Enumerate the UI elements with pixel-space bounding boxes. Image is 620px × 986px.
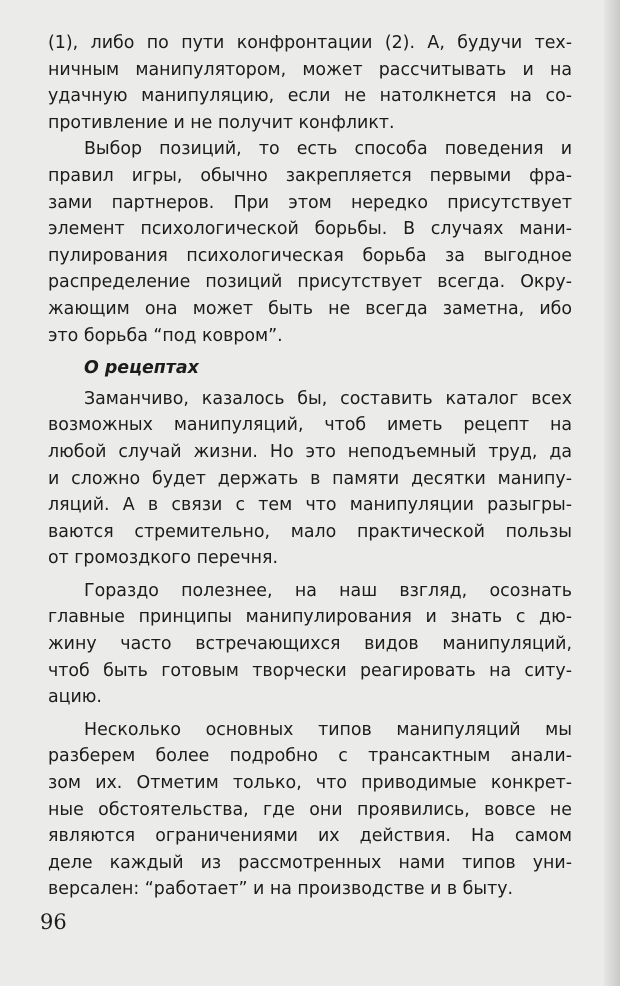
text-line: чтоб быть готовым творчески реагировать на ситу- xyxy=(48,660,572,681)
text-line: Заманчиво, казалось бы, составить каталог всех xyxy=(84,388,572,409)
text-line: ляций. А в связи с тем что манипуляции разыгры- xyxy=(48,495,572,516)
paragraph xyxy=(48,386,572,572)
text-line: Гораздо полезнее, на наш взгляд, осознать xyxy=(84,580,572,601)
page-number: 96 xyxy=(40,910,67,934)
paragraph xyxy=(48,717,572,903)
text-line: элемент психологической борьбы. В случаях мани- xyxy=(48,219,572,240)
text-line: и сложно будет держать в памяти десятки манипу- xyxy=(48,468,572,489)
text-line: деле каждый из рассмотренных нами типов уни- xyxy=(48,852,572,873)
text-line: Выбор позиций, то есть способа поведения и xyxy=(84,139,572,160)
text-line: удачную манипуляцию, если не натолкнется на со- xyxy=(48,86,572,107)
text-line: возможных манипуляций, чтоб иметь рецепт на xyxy=(48,415,572,436)
text-line: ваются стремительно, мало практической пользы xyxy=(48,521,572,542)
text-line: пулирования психологическая борьба за выгодное xyxy=(48,245,572,266)
text-line: Несколько основных типов манипуляций мы xyxy=(84,719,572,740)
text-line: зом их. Отметим только, что приводимые конкрет- xyxy=(48,773,572,794)
paragraph xyxy=(48,136,572,349)
text-line: от громоздкого перечня. xyxy=(48,548,279,569)
text-line: распределение позиций присутствует всегда. Окру- xyxy=(48,272,572,293)
section-heading: О рецептах xyxy=(84,358,199,379)
text-line: правил игры, обычно закрепляется первыми фра- xyxy=(48,165,572,186)
text-line: ацию. xyxy=(48,687,102,708)
text-line: жину часто встречающихся видов манипуляций, xyxy=(48,634,572,655)
text-line: (1), либо по пути конфронтации (2). А, будучи тех- xyxy=(48,33,572,53)
text-line: ные обстоятельства, где они проявились, вовсе не xyxy=(48,799,572,820)
text-line: это борьба “под ковром”. xyxy=(48,325,283,346)
text-line: разберем более подробно с трансактным анали- xyxy=(48,746,572,767)
paragraph xyxy=(48,578,572,711)
text-line: зами партнеров. При этом нередко присутствует xyxy=(48,192,572,213)
text-line: являются ограничениями их действия. На самом xyxy=(48,826,572,847)
text-line: противление и не получит конфликт. xyxy=(48,112,395,133)
text-line: версален: “работает” и на производстве и в быту. xyxy=(48,879,514,900)
text-line: ничным манипулятором, может рассчитывать и на xyxy=(48,59,572,80)
text-line: главные принципы манипулирования и знать с дю- xyxy=(48,607,572,628)
paragraph xyxy=(48,30,572,136)
text-line: жающим она может быть не всегда заметна, ибо xyxy=(48,298,572,319)
body-text xyxy=(48,30,572,903)
text-line: любой случай жизни. Но это неподъемный труд, да xyxy=(48,441,572,462)
page-edge-shadow xyxy=(604,0,620,986)
